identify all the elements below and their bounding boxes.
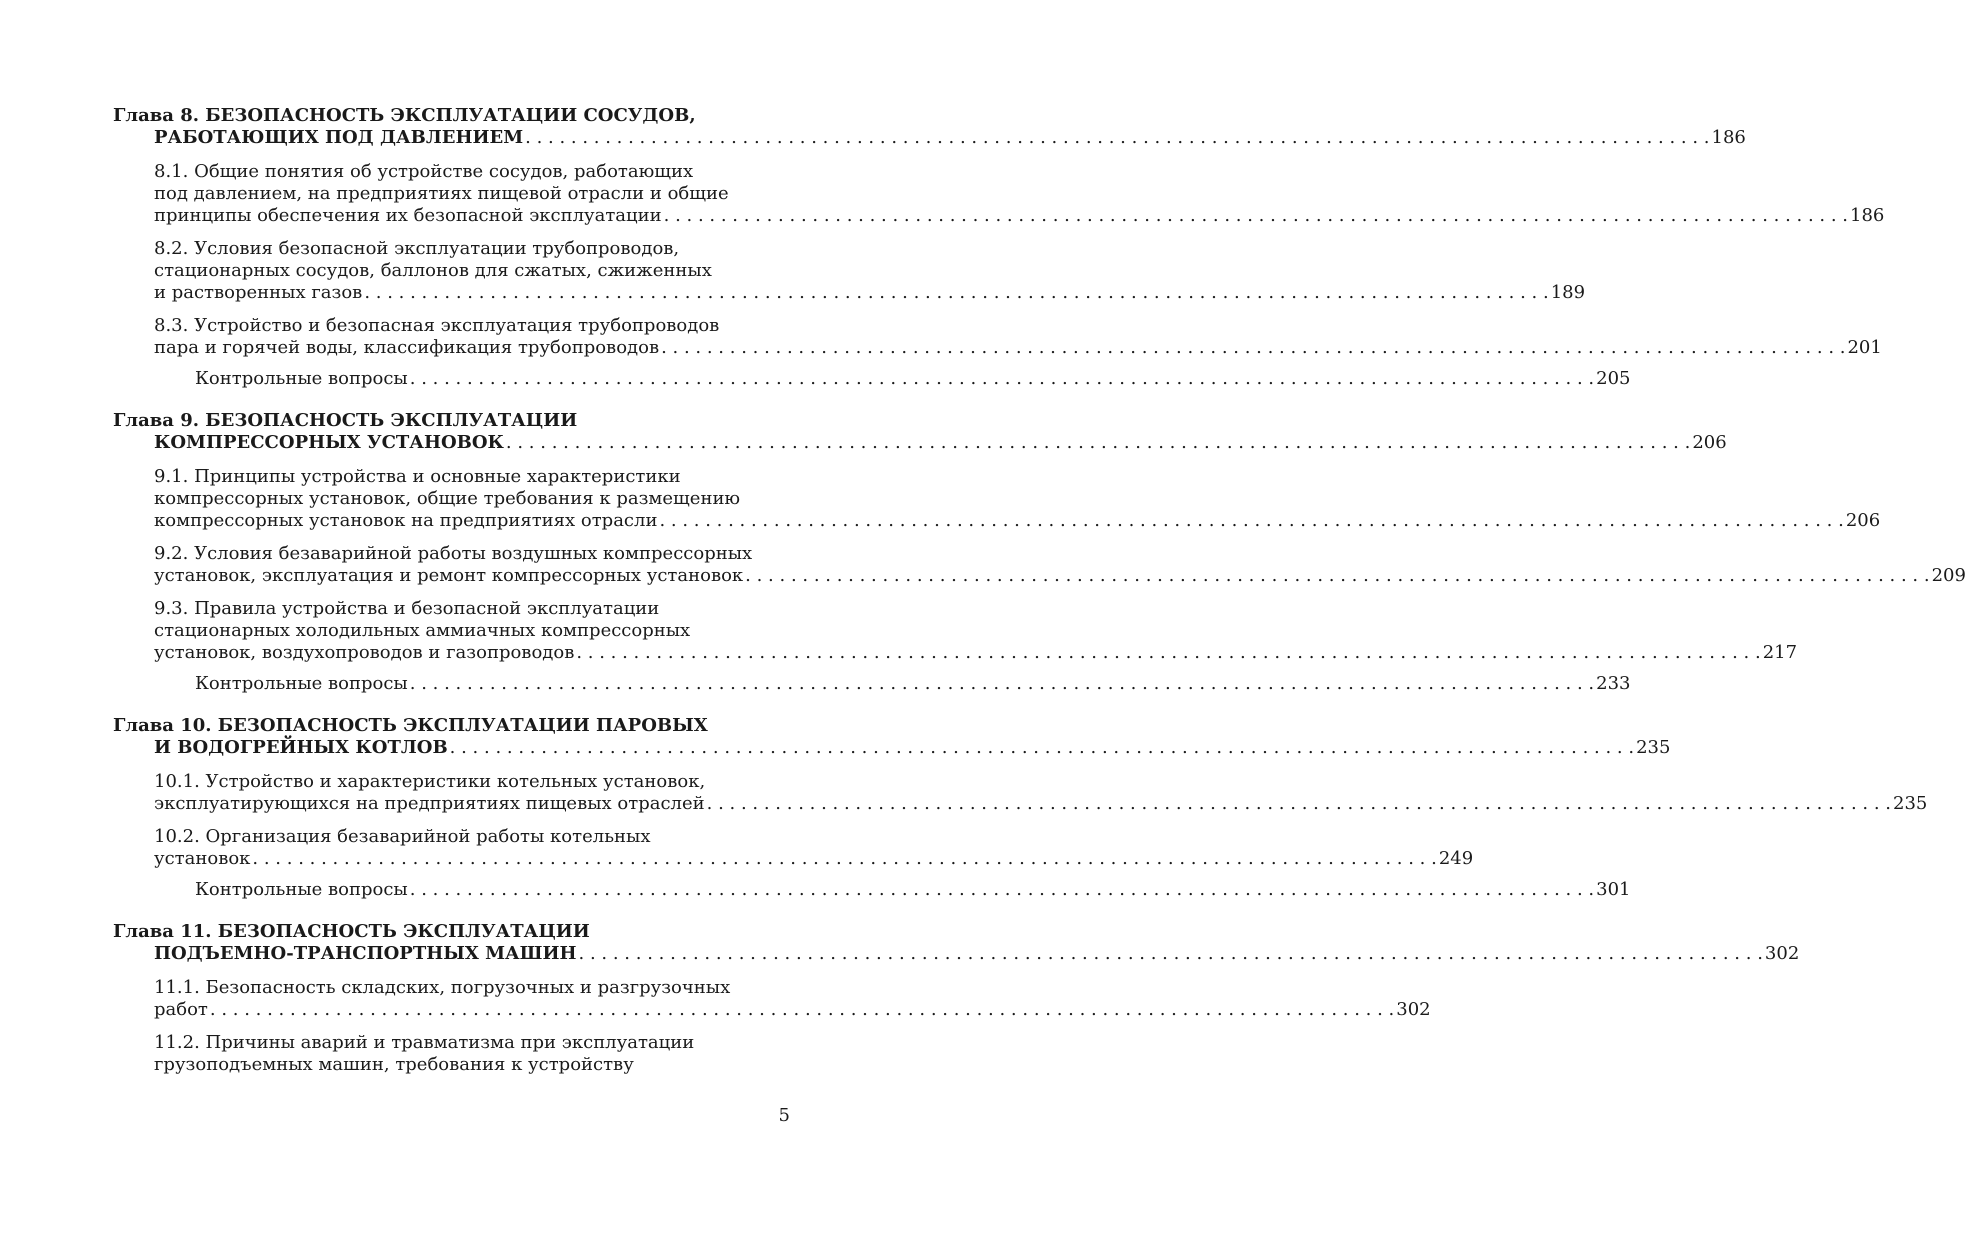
entry-line: 9.2. Условия безаварийной работы воздушных компрессорных	[154, 543, 753, 564]
table-of-contents	[113, 105, 1966, 1076]
dot-leader	[410, 673, 1594, 694]
entry-line: Контрольные вопросы	[195, 879, 408, 900]
entry-line: стационарных сосудов, баллонов для сжатых, сжиженных	[154, 260, 712, 281]
entry-line: Контрольные вопросы	[195, 673, 408, 694]
dot-leader	[506, 432, 1690, 453]
entry-line: принципы обеспечения их безопасной эксплуатации	[154, 205, 662, 226]
entry-line: 11.1. Безопасность складских, погрузочных и разгрузочных	[154, 977, 731, 998]
page-ref: 233	[1596, 673, 1631, 694]
chapter-11-heading[interactable]	[113, 921, 1800, 965]
page-ref: 206	[1692, 432, 1727, 453]
dot-leader	[576, 642, 1760, 663]
entry-line: 8.2. Условия безопасной эксплуатации трубопроводов,	[154, 238, 680, 259]
chapter-title-line: И ВОДОГРЕЙНЫХ КОТЛОВ	[154, 737, 448, 758]
page-ref: 201	[1847, 337, 1882, 358]
entry-line: 10.1. Устройство и характеристики котельных установок,	[154, 771, 706, 792]
toc-entry-8-2[interactable]	[154, 238, 1586, 304]
toc-entry-8-1[interactable]	[154, 161, 1885, 227]
entry-line: установок, воздухопроводов и газопроводов	[154, 642, 575, 663]
dot-leader	[525, 127, 1709, 148]
entry-line: под давлением, на предприятиях пищевой отрасли и общие	[154, 183, 729, 204]
dot-leader	[707, 793, 1891, 814]
page-ref: 209	[1931, 565, 1966, 586]
toc-entry-9-questions[interactable]	[195, 673, 1631, 695]
dot-leader	[252, 848, 1436, 869]
page-ref: 189	[1550, 282, 1586, 303]
entry-line: стационарных холодильных аммиачных компрессорных	[154, 620, 691, 641]
entry-line: пара и горячей воды, классификация трубопроводов	[154, 337, 660, 358]
dot-leader	[659, 510, 1843, 531]
page-ref: 186	[1850, 205, 1885, 226]
page-ref: 302	[1396, 999, 1431, 1020]
dot-leader	[410, 368, 1594, 389]
entry-line: 8.3. Устройство и безопасная эксплуатация трубопроводов	[154, 315, 720, 336]
chapter-9-heading[interactable]	[113, 410, 1727, 454]
page-number: 5	[778, 1105, 790, 1126]
entry-line: грузоподъемных машин, требования к устройству	[154, 1054, 634, 1075]
toc-entry-11-2[interactable]	[154, 1032, 791, 1076]
entry-line: компрессорных установок, общие требования к размещению	[154, 488, 741, 509]
chapter-title-line: Глава 11. БЕЗОПАСНОСТЬ ЭКСПЛУАТАЦИИ	[113, 921, 590, 942]
entry-line: 9.3. Правила устройства и безопасной эксплуатации	[154, 598, 660, 619]
entry-line: 10.2. Организация безаварийной работы котельных	[154, 826, 651, 847]
toc-entry-10-1[interactable]	[154, 771, 1928, 815]
entry-line: работ	[154, 999, 208, 1020]
toc-entry-10-questions[interactable]	[195, 879, 1631, 901]
dot-leader	[661, 337, 1845, 358]
toc-entry-9-1[interactable]	[154, 466, 1881, 532]
page-ref: 235	[1636, 737, 1671, 758]
dot-leader	[210, 999, 1394, 1020]
page-ref: 249	[1438, 848, 1474, 869]
toc-entry-9-2[interactable]	[154, 543, 1966, 587]
page-ref: 186	[1711, 127, 1746, 148]
entry-line: 8.1. Общие понятия об устройстве сосудов, работающих	[154, 161, 694, 182]
dot-leader	[664, 205, 1848, 226]
page-ref: 206	[1845, 510, 1881, 531]
entry-line: 11.2. Причины аварий и травматизма при эксплуатации	[154, 1032, 695, 1053]
dot-leader	[450, 737, 1634, 758]
page-ref: 302	[1764, 943, 1800, 964]
page-ref: 235	[1893, 793, 1928, 814]
chapter-title-line: Глава 9. БЕЗОПАСНОСТЬ ЭКСПЛУАТАЦИИ	[113, 410, 578, 431]
page-ref: 205	[1596, 368, 1631, 389]
entry-line: Контрольные вопросы	[195, 368, 408, 389]
page-ref: 217	[1762, 642, 1798, 663]
page-ref: 301	[1596, 879, 1631, 900]
chapter-title-line: Глава 8. БЕЗОПАСНОСТЬ ЭКСПЛУАТАЦИИ СОСУДОВ,	[113, 105, 696, 126]
chapter-title-line: РАБОТАЮЩИХ ПОД ДАВЛЕНИЕМ	[154, 127, 524, 148]
chapter-8-heading[interactable]	[113, 105, 1746, 149]
entry-line: установок, эксплуатация и ремонт компрессорных установок	[154, 565, 744, 586]
entry-line: установок	[154, 848, 251, 869]
dot-leader	[364, 282, 1548, 303]
entry-line: и растворенных газов	[154, 282, 363, 303]
dot-leader	[410, 879, 1594, 900]
toc-entry-9-3[interactable]	[154, 598, 1798, 664]
toc-entry-8-questions[interactable]	[195, 368, 1631, 390]
toc-entry-8-3[interactable]	[154, 315, 1882, 359]
chapter-title-line: КОМПРЕССОРНЫХ УСТАНОВОК	[154, 432, 504, 453]
entry-line: компрессорных установок на предприятиях отрасли	[154, 510, 658, 531]
toc-entry-10-2[interactable]	[154, 826, 1474, 870]
dot-leader	[745, 565, 1929, 586]
dot-leader	[579, 943, 1763, 964]
entry-line: эксплуатирующихся на предприятиях пищевых отраслей	[154, 793, 705, 814]
toc-entry-11-1[interactable]	[154, 977, 1431, 1021]
chapter-10-heading[interactable]	[113, 715, 1671, 759]
chapter-title-line: Глава 10. БЕЗОПАСНОСТЬ ЭКСПЛУАТАЦИИ ПАРОВЫХ	[113, 715, 708, 736]
entry-line: 9.1. Принципы устройства и основные характеристики	[154, 466, 681, 487]
chapter-title-line: ПОДЪЕМНО-ТРАНСПОРТНЫХ МАШИН	[154, 943, 577, 964]
